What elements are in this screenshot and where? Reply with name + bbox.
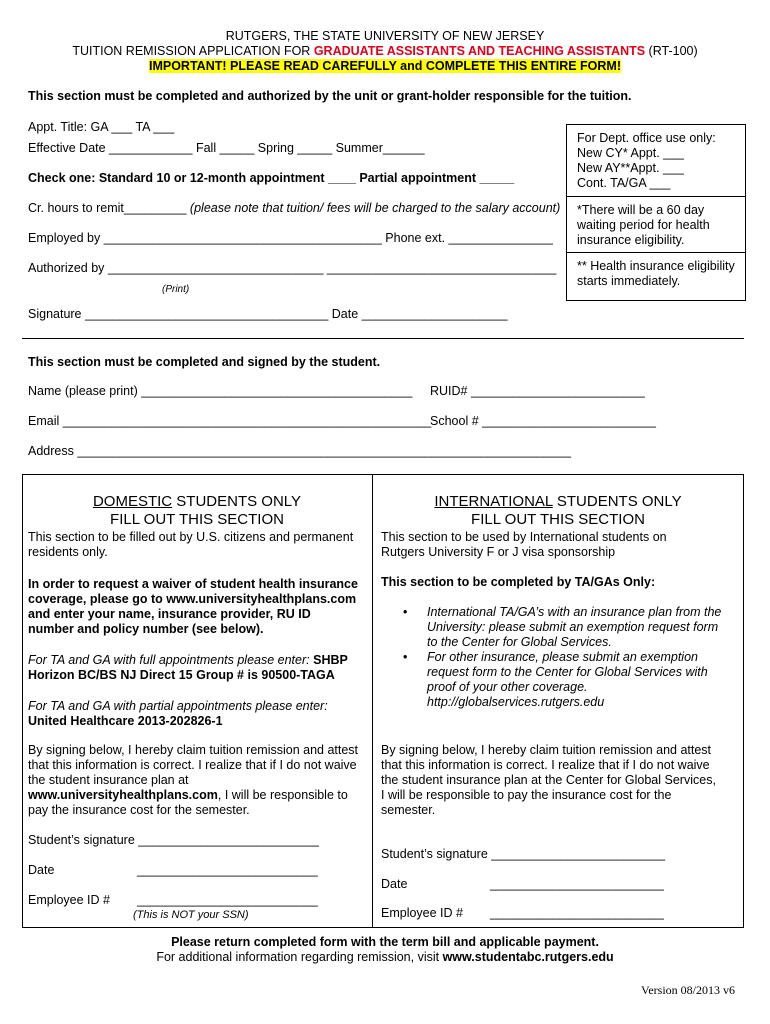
header-title	[0, 44, 770, 59]
international-intro-line1: This section to be used by International students on	[381, 530, 667, 544]
international-intro-line2: Rutgers University F or J visa sponsorship	[381, 545, 616, 559]
waiver-line3: and enter your name, insurance provider, RU ID	[28, 607, 311, 621]
domestic-student-signature[interactable]: Student’s signature __________________________	[28, 833, 320, 847]
dept-box-title: For Dept. office use only:	[577, 131, 716, 145]
unit-section-intro: This section must be completed and authorized by the unit or grant-holder responsible for the tuition.	[28, 89, 632, 103]
international-employee-id-field[interactable]: _________________________	[490, 906, 664, 920]
partial-appt-line2: United Healthcare 2013-202826-1	[28, 714, 223, 728]
info-text: For additional information regarding remission, visit	[156, 950, 443, 964]
domestic-attest-line2: that this information is correct. I realize that if I do not waive	[28, 758, 357, 772]
address-field[interactable]: Address _______________________________________________________________________	[28, 444, 571, 458]
dept-box-divider-2	[566, 252, 746, 253]
international-attest-line3: the student insurance plan at the Center for Global Services,	[381, 773, 716, 787]
return-note: Please return completed form with the term bill and applicable payment.	[171, 935, 599, 949]
domestic-date-label: Date	[28, 863, 55, 877]
international-bullet-2	[381, 650, 726, 710]
dept-note-2-line1: ** Health insurance eligibility	[577, 259, 735, 273]
dept-note-1-line1: *There will be a 60 day	[577, 203, 705, 217]
appointment-type-field[interactable]: Check one: Standard 10 or 12-month appointment ____ Partial appointment _____	[28, 171, 515, 185]
domestic-attest-line4	[28, 788, 348, 803]
domestic-attest-url: www.universityhealthplans.com	[28, 788, 218, 802]
domestic-intro-line2: residents only.	[28, 545, 108, 559]
international-heading-rest: STUDENTS ONLY	[552, 493, 682, 510]
domestic-heading-rest: STUDENTS ONLY	[172, 493, 302, 510]
domestic-attest-line4-rest: , I will be responsible to	[217, 788, 348, 802]
waiver-line4: number and policy number (see below).	[28, 622, 264, 636]
domestic-heading	[22, 493, 372, 511]
international-bullet-1-text: International TA/GA’s with an insurance plan from the University: please submit an exemption request form to the Center for Global Services.	[427, 605, 722, 649]
international-bullets	[381, 605, 726, 710]
authorizer-signature-field[interactable]: Signature ___________________________________ Date _____________________	[28, 307, 508, 321]
ta-ga-only-note: This section to be completed by TA/GAs Only:	[381, 575, 656, 589]
international-bullet-2-text: For other insurance, please submit an exemption request form to the Center for Global Services with proof of your other coverage. http://globalservices.rutgers.edu	[427, 650, 708, 709]
info-url-link[interactable]: www.studentabc.rutgers.edu	[442, 950, 614, 964]
domestic-attest-line5: pay the insurance cost for the semester.	[28, 803, 250, 817]
dept-box-divider-1	[566, 196, 746, 197]
authorized-by-field[interactable]: Authorized by _______________________________ _________________________________	[28, 261, 557, 275]
international-student-signature[interactable]: Student’s signature _________________________	[381, 847, 666, 861]
header-university: RUTGERS, THE STATE UNIVERSITY OF NEW JERSEY	[225, 29, 545, 43]
domestic-attest-line1: By signing below, I hereby claim tuition remission and attest	[28, 743, 359, 757]
domestic-date-field[interactable]: __________________________	[137, 863, 318, 877]
header-title-post: (RT-100)	[645, 44, 698, 58]
bullet-icon: •	[403, 650, 408, 664]
section-divider	[22, 338, 744, 339]
international-date-field[interactable]: _________________________	[490, 877, 664, 891]
ruid-field[interactable]: RUID# _________________________	[430, 384, 645, 398]
dept-note-1-line2: waiting period for health	[577, 218, 710, 232]
header-title-pre: TUITION REMISSION APPLICATION FOR	[72, 44, 314, 58]
international-attest-line2: that this information is correct. I realize that if I do not waive	[381, 758, 710, 772]
cont-ta-ga[interactable]: Cont. TA/GA ___	[577, 176, 671, 190]
waiver-line1: In order to request a waiver of student health insurance	[28, 577, 358, 591]
domestic-intro-line1: This section to be filled out by U.S. citizens and permanent	[28, 530, 354, 544]
important-notice-wrap	[0, 59, 770, 74]
version-label: Version 08/2013 v6	[641, 983, 735, 997]
international-attest-line4: I will be responsible to pay the insurance cost for the	[381, 788, 672, 802]
credit-hours-label: Cr. hours to remit_________	[28, 201, 187, 215]
international-heading-2: FILL OUT THIS SECTION	[471, 511, 645, 528]
print-note: (Print)	[162, 284, 190, 295]
international-bullet-1	[381, 605, 726, 650]
domestic-heading-2: FILL OUT THIS SECTION	[110, 511, 284, 528]
student-name-field[interactable]: Name (please print) _______________________________________	[28, 384, 413, 398]
info-line	[0, 950, 770, 965]
international-heading	[372, 493, 744, 511]
dept-note-1-line3: insurance eligibility.	[577, 233, 685, 247]
bullet-icon: •	[403, 605, 408, 619]
international-date-label: Date	[381, 877, 408, 891]
full-appt-shbp: SHBP	[313, 653, 348, 667]
student-type-divider	[372, 474, 373, 928]
credit-hours-note: (please note that tuition/ fees will be charged to the salary account)	[189, 201, 561, 215]
new-ay-appt[interactable]: New AY**Appt. ___	[577, 161, 684, 175]
partial-appt-line1: For TA and GA with partial appointments please enter:	[28, 699, 328, 713]
domestic-attest-line3: the student insurance plan at	[28, 773, 189, 787]
school-number-field[interactable]: School # _________________________	[430, 414, 656, 428]
new-cy-appt[interactable]: New CY* Appt. ___	[577, 146, 685, 160]
domestic-employee-id-label: Employee ID #	[28, 893, 110, 907]
ssn-note: (This is NOT your SSN)	[133, 909, 249, 921]
international-attest-line1: By signing below, I hereby claim tuition remission and attest	[381, 743, 712, 757]
student-section-intro: This section must be completed and signed by the student.	[28, 355, 381, 369]
international-attest-line5: semester.	[381, 803, 436, 817]
email-field[interactable]: Email _____________________________________________________	[28, 414, 432, 428]
dept-note-2-line2: starts immediately.	[577, 274, 681, 288]
header-title-red: GRADUATE ASSISTANTS AND TEACHING ASSISTANTS	[313, 44, 646, 58]
domestic-heading-underlined: DOMESTIC	[92, 493, 173, 510]
full-appt-line1	[28, 653, 348, 668]
important-notice: IMPORTANT! PLEASE READ CAREFULLY and COMPLETE THIS ENTIRE FORM!	[148, 59, 621, 73]
effective-date-field[interactable]: Effective Date ____________ Fall _____ Spring _____ Summer______	[28, 141, 425, 155]
credit-hours-field[interactable]	[28, 201, 560, 216]
full-appt-text: For TA and GA with full appointments please enter:	[28, 653, 314, 667]
international-employee-id-label: Employee ID #	[381, 906, 463, 920]
appt-title-field[interactable]: Appt. Title: GA ___ TA ___	[28, 120, 175, 134]
employed-by-field[interactable]: Employed by ________________________________________ Phone ext. _______________	[28, 231, 553, 245]
domestic-employee-id-field[interactable]: __________________________	[137, 893, 318, 907]
international-heading-underlined: INTERNATIONAL	[434, 493, 553, 510]
full-appt-line2: Horizon BC/BS NJ Direct 15 Group # is 90500-TAGA	[28, 668, 335, 682]
waiver-line2: coverage, please go to www.universityhealthplans.com	[28, 592, 357, 606]
